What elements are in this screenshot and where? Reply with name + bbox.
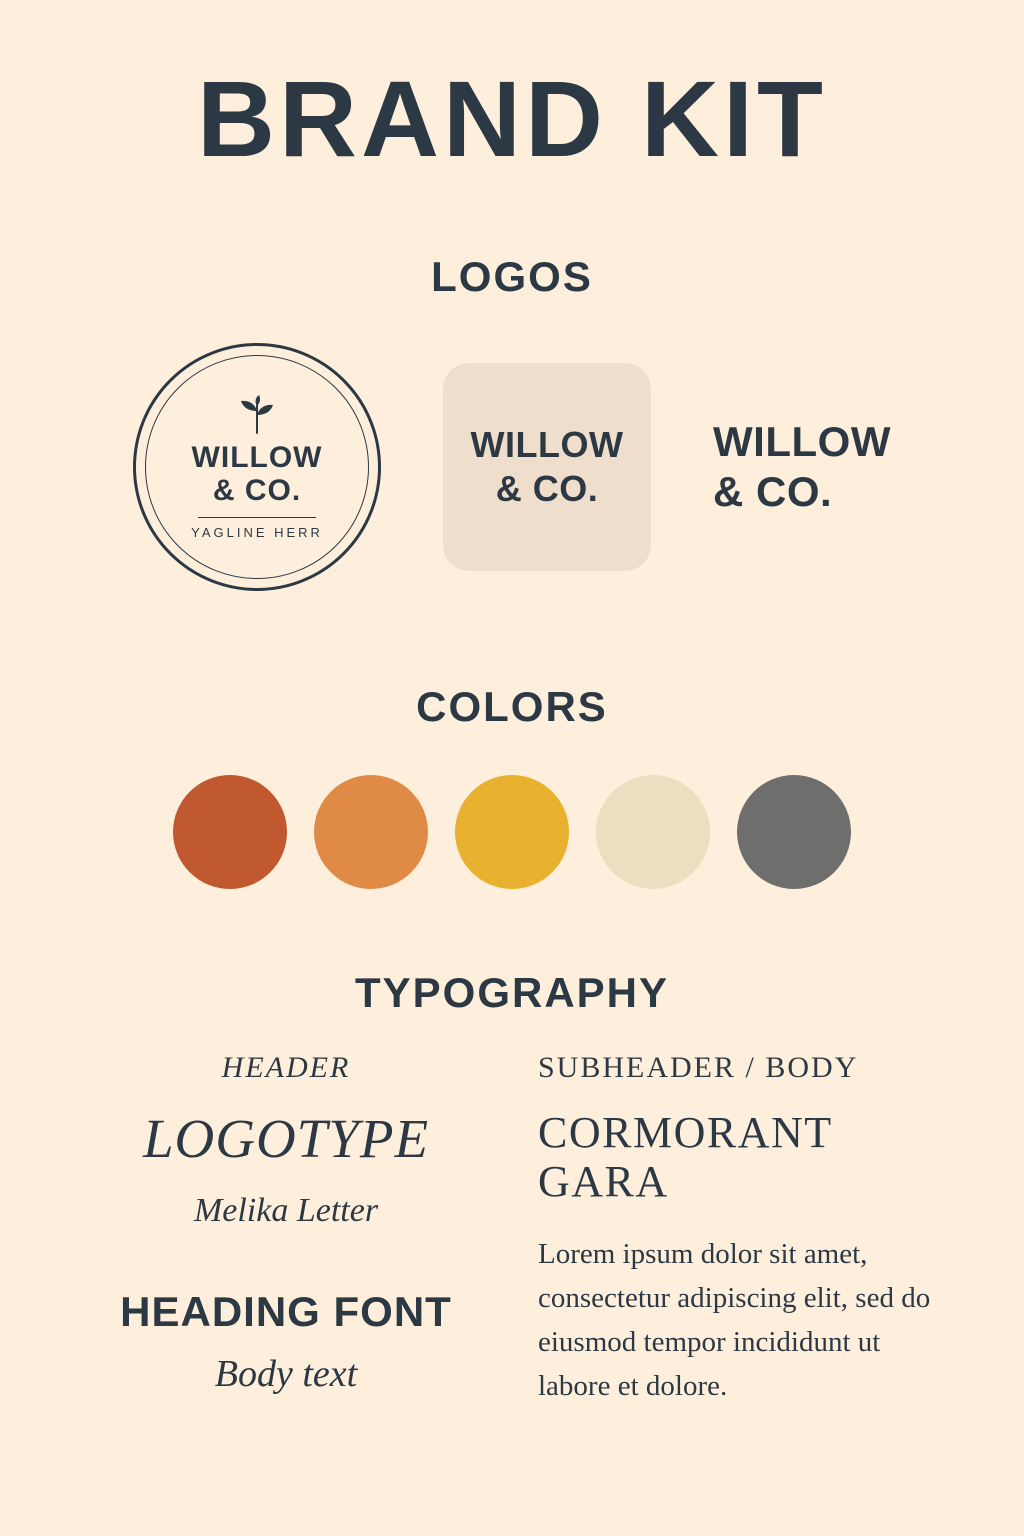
- color-swatch-slate-gray: [737, 775, 851, 889]
- type-display-logotype: LOGOTYPE: [142, 1108, 430, 1170]
- logo-tile: [443, 363, 651, 571]
- typography-column-header: [86, 1051, 486, 1437]
- type-display-cormorant: CORMORANT GARA: [538, 1108, 832, 1206]
- type-sample-paragraph: Lorem ipsum dolor sit amet, consectetur adipiscing elit, sed do eiusmod tempor incididunt ut labore et dolore.: [538, 1238, 931, 1403]
- color-swatch-row: [0, 775, 1024, 889]
- leaf-sprig-icon: [232, 395, 282, 435]
- tile-wordmark-line1: WILLOW: [470, 424, 624, 466]
- color-swatch-mustard: [455, 775, 569, 889]
- section-heading-logos: LOGOS: [431, 253, 593, 301]
- logo-plain-wordmark: [713, 417, 891, 518]
- badge-name-line2: & CO.: [212, 474, 302, 508]
- plain-wordmark-line1: WILLOW: [713, 418, 891, 465]
- logo-badge-circular: [133, 343, 381, 591]
- type-sample-body-text: Body text: [214, 1352, 358, 1395]
- badge-name: [192, 441, 323, 508]
- color-swatch-terracotta: [173, 775, 287, 889]
- typography-grid: [0, 1051, 1024, 1437]
- page-title: BRAND KIT: [197, 58, 827, 179]
- color-swatch-sand: [596, 775, 710, 889]
- badge-tagline: YAGLINE HERR: [191, 525, 323, 541]
- badge-divider: [198, 517, 316, 519]
- badge-inner: [191, 395, 323, 541]
- section-heading-colors: COLORS: [416, 683, 608, 731]
- type-label-subheader-body: SUBHEADER / BODY: [538, 1051, 859, 1085]
- tile-wordmark-line2: & CO.: [495, 468, 599, 510]
- plain-wordmark-line2: & CO.: [713, 468, 833, 516]
- section-heading-typography: TYPOGRAPHY: [354, 969, 670, 1017]
- color-swatch-orange: [314, 775, 428, 889]
- type-font-name-melika: Melika Letter: [193, 1191, 379, 1229]
- tile-wordmark: [471, 423, 624, 511]
- type-label-header: HEADER: [221, 1051, 351, 1085]
- badge-name-line1: WILLOW: [191, 440, 323, 474]
- typography-column-body: [538, 1051, 938, 1437]
- logos-row: [0, 343, 1024, 591]
- type-label-heading-font: HEADING FONT: [120, 1287, 452, 1335]
